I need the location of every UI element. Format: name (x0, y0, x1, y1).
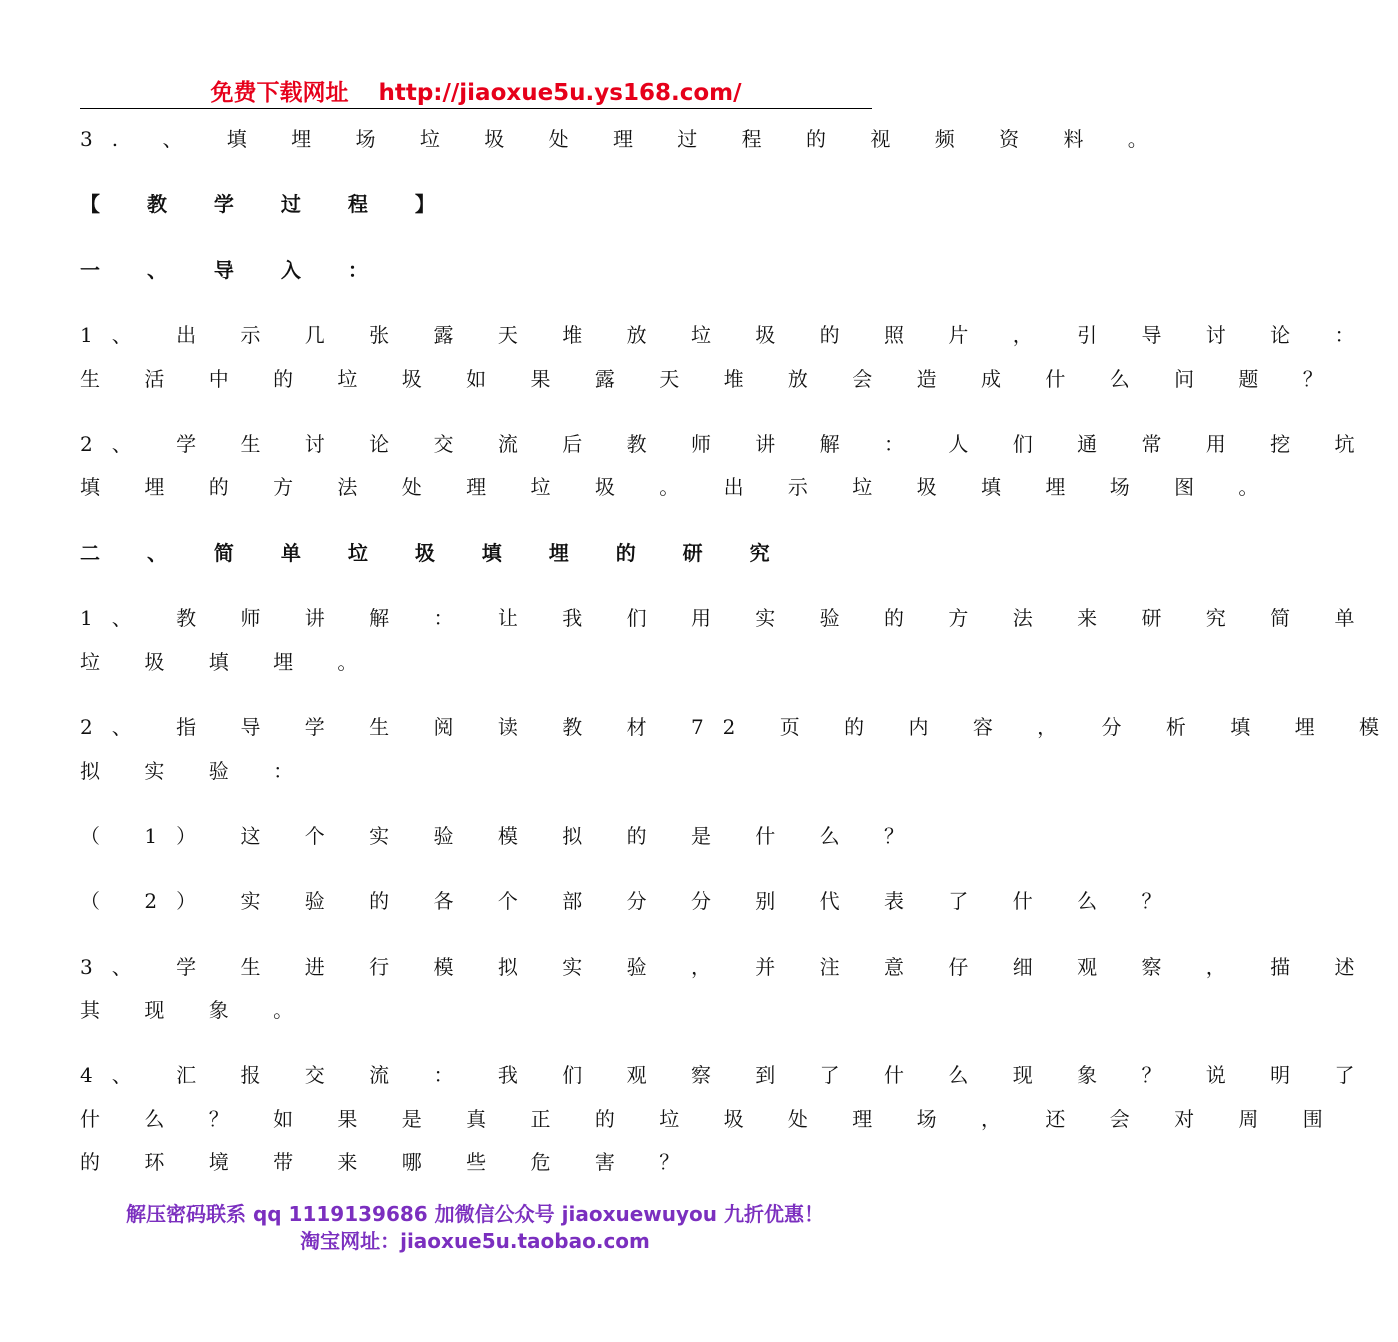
paragraph-6-line-1: 4、 汇 报 交 流 ： 我 们 观 察 到 了 什 么 现 象 ？ 说 明 了 (80, 1063, 1374, 1087)
footer-shop-link[interactable]: 淘宝网址：jiaoxue5u.taobao.com (300, 1229, 650, 1253)
paragraph-1-line-1: 1、 出 示 几 张 露 天 堆 放 垃 圾 的 照 片 ， 引 导 讨 论 ： (80, 323, 1374, 347)
paragraph-4-line-1: 2、 指 导 学 生 阅 读 教 材 72 页 的 内 容 ， 分 析 填 埋 模 (80, 715, 1398, 739)
paragraph-2-line-2: 填 埋 的 方 法 处 理 垃 圾 。 出 示 垃 圾 填 埋 场 图 。 (80, 475, 1278, 499)
paragraph-3-line-2: 垃 圾 填 埋 。 (80, 650, 377, 674)
question-1: （ 1） 这 个 实 验 模 拟 的 是 什 么 ？ (80, 824, 924, 848)
question-2: （ 2） 实 验 的 各 个 部 分 分 别 代 表 了 什 么 ？ (80, 889, 1181, 913)
text-line-materials-3: 3. 、 填 埋 场 垃 圾 处 理 过 程 的 视 频 资 料 。 (80, 127, 1167, 151)
page-header (80, 78, 872, 108)
paragraph-5-line-2: 其 现 象 。 (80, 998, 313, 1022)
header-divider (80, 108, 872, 109)
paragraph-3-line-1: 1、 教 师 讲 解 ： 让 我 们 用 实 验 的 方 法 来 研 究 简 单 (80, 606, 1374, 630)
paragraph-6-line-3: 的 环 境 带 来 哪 些 危 害 ？ (80, 1150, 699, 1174)
section-heading-teaching-process: 【 教 学 过 程 】 (80, 192, 455, 216)
paragraph-5-line-1: 3、 学 生 进 行 模 拟 实 验 ， 并 注 意 仔 细 观 察 ， 描 述 (80, 955, 1374, 979)
paragraph-2-line-1: 2、 学 生 讨 论 交 流 后 教 师 讲 解 ： 人 们 通 常 用 挖 坑 (80, 432, 1374, 456)
paragraph-4-line-2: 拟 实 验 ： (80, 759, 313, 783)
header-url-link[interactable]: http://jiaoxue5u.ys168.com/ (378, 80, 742, 106)
paragraph-1-line-2: 生 活 中 的 垃 圾 如 果 露 天 堆 放 会 造 成 什 么 问 题 ？ (80, 367, 1342, 391)
section-heading-landfill-study: 二 、 简 单 垃 圾 填 埋 的 研 究 (80, 541, 790, 565)
paragraph-6-line-2: 什 么 ？ 如 果 是 真 正 的 垃 圾 处 理 场 ， 还 会 对 周 围 (80, 1107, 1342, 1131)
section-heading-intro: 一 、 导 入 ： (80, 258, 388, 282)
footer-contact: 解压密码联系 qq 1119139686 加微信公众号 jiaoxuewuyou 九折优惠！ (126, 1202, 824, 1226)
header-label: 免费下载网址 (210, 80, 349, 106)
